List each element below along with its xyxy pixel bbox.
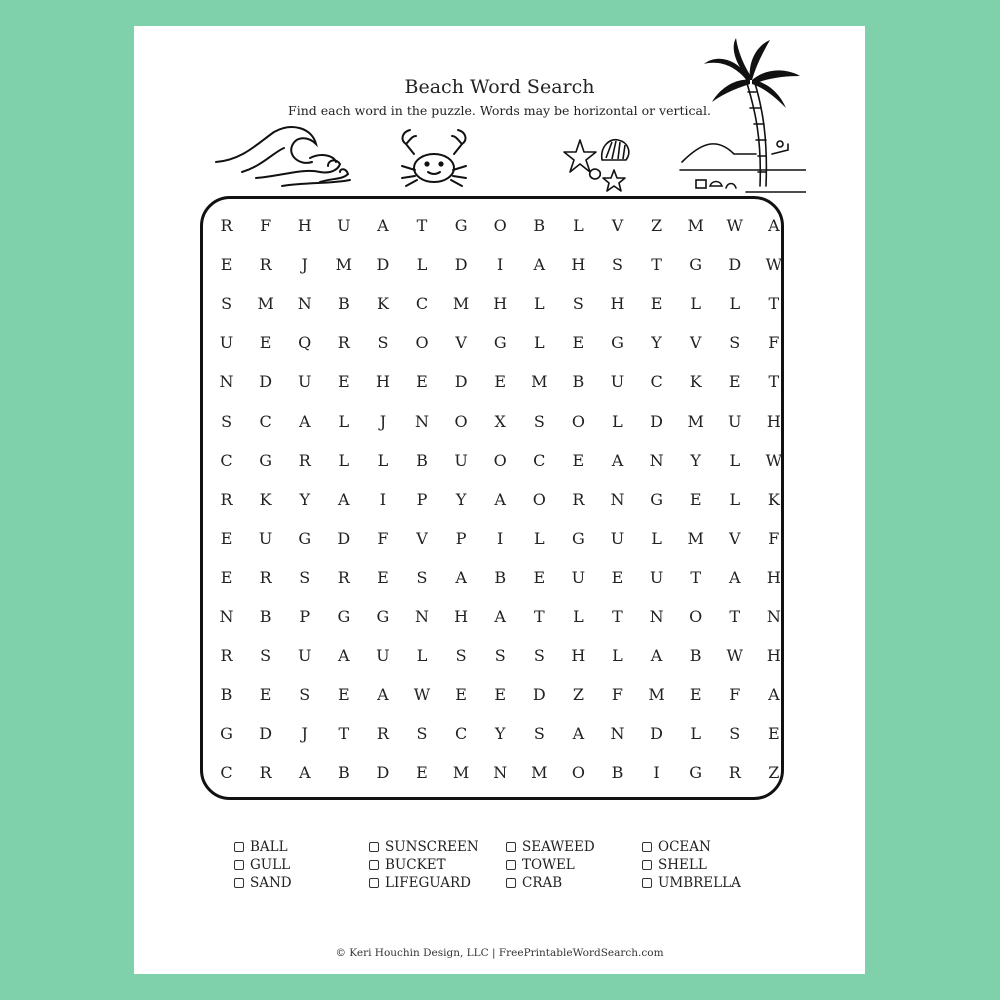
word-label: UMBRELLA: [658, 875, 741, 891]
grid-letter[interactable]: N: [649, 606, 664, 626]
grid-letter[interactable]: U: [610, 372, 625, 392]
grid-letter[interactable]: U: [571, 567, 586, 587]
grid-letter[interactable]: W: [765, 255, 783, 275]
grid-letter[interactable]: O: [454, 411, 468, 431]
grid-letter[interactable]: G: [376, 606, 390, 626]
grid-letter[interactable]: P: [416, 489, 428, 509]
grid-letter[interactable]: E: [572, 450, 585, 470]
grid-letter[interactable]: A: [533, 255, 546, 275]
grid-letter[interactable]: S: [533, 646, 545, 666]
grid-letter[interactable]: L: [690, 294, 701, 314]
grid-letter[interactable]: N: [649, 450, 664, 470]
word-item: [506, 874, 642, 892]
seashells-icon: [562, 136, 638, 192]
checkbox[interactable]: [234, 878, 244, 888]
grid-letter[interactable]: L: [612, 411, 623, 431]
grid-letter[interactable]: E: [337, 372, 350, 392]
grid-letter[interactable]: L: [573, 606, 584, 626]
grid-letter[interactable]: S: [377, 333, 389, 353]
grid-letter[interactable]: N: [610, 489, 625, 509]
grid-letter[interactable]: A: [494, 489, 506, 509]
grid-letter[interactable]: S: [260, 646, 272, 666]
checkbox[interactable]: [506, 842, 516, 852]
grid-letter[interactable]: N: [219, 606, 234, 626]
grid-letter[interactable]: N: [415, 606, 430, 626]
grid-letter[interactable]: U: [297, 372, 312, 392]
grid-letter[interactable]: H: [766, 567, 781, 587]
grid-letter[interactable]: A: [455, 567, 467, 587]
grid-letter[interactable]: D: [259, 724, 273, 744]
grid-letter[interactable]: G: [689, 763, 703, 783]
grid-letter[interactable]: L: [612, 646, 623, 666]
grid-letter[interactable]: O: [493, 216, 507, 236]
word-item: [234, 838, 369, 856]
grid-letter[interactable]: B: [494, 567, 507, 587]
grid-letter[interactable]: A: [338, 489, 350, 509]
grid-letter[interactable]: L: [338, 450, 350, 470]
grid-letter[interactable]: A: [338, 646, 350, 666]
grid-letter[interactable]: R: [376, 724, 389, 744]
grid-letter[interactable]: H: [766, 646, 781, 666]
grid-letter[interactable]: H: [493, 294, 508, 314]
grid-letter[interactable]: B: [337, 294, 350, 314]
grid-letter[interactable]: Z: [651, 216, 663, 236]
grid-letter[interactable]: E: [728, 372, 741, 392]
grid-letter[interactable]: D: [728, 255, 742, 275]
grid-letter[interactable]: W: [726, 646, 743, 666]
instructions: Find each word in the puzzle. Words may be horizontal or vertical.: [288, 103, 711, 118]
grid-letter[interactable]: N: [610, 724, 625, 744]
grid-letter[interactable]: D: [454, 255, 468, 275]
grid-letter[interactable]: T: [612, 606, 623, 626]
grid-letter[interactable]: C: [220, 763, 233, 783]
grid-letter[interactable]: W: [765, 450, 783, 470]
grid-letter[interactable]: A: [611, 450, 624, 470]
grid-letter[interactable]: A: [572, 724, 585, 744]
checkbox[interactable]: [369, 842, 379, 852]
grid-letter[interactable]: S: [416, 724, 428, 744]
grid-letter[interactable]: U: [454, 450, 468, 470]
grid-letter[interactable]: T: [729, 606, 741, 626]
grid-letter[interactable]: S: [416, 567, 428, 587]
grid-letter[interactable]: M: [257, 294, 274, 314]
grid-letter[interactable]: E: [220, 255, 233, 275]
grid-letter[interactable]: G: [572, 528, 585, 548]
grid-letter[interactable]: L: [533, 333, 545, 353]
grid-letter[interactable]: G: [689, 255, 703, 275]
grid-letter[interactable]: U: [297, 646, 312, 666]
grid-letter[interactable]: X: [494, 411, 506, 431]
grid-letter[interactable]: S: [494, 646, 506, 666]
checkbox[interactable]: [642, 878, 652, 888]
grid-letter[interactable]: N: [766, 606, 781, 626]
grid-letter[interactable]: E: [689, 489, 702, 509]
grid-letter[interactable]: T: [768, 294, 780, 314]
grid-letter[interactable]: B: [416, 450, 428, 470]
word-label: CRAB: [522, 875, 563, 891]
grid-letter[interactable]: F: [729, 685, 741, 705]
grid-letter[interactable]: V: [689, 333, 702, 353]
grid-letter[interactable]: H: [610, 294, 625, 314]
grid-letter[interactable]: M: [687, 411, 704, 431]
grid-letter[interactable]: A: [494, 606, 506, 626]
grid-letter[interactable]: V: [611, 216, 624, 236]
palm-tree-beach-icon: [676, 36, 806, 196]
grid-letter[interactable]: S: [533, 411, 545, 431]
grid-letter[interactable]: E: [220, 567, 233, 587]
grid-letter[interactable]: F: [768, 528, 780, 548]
word-list: [234, 838, 792, 892]
grid-letter[interactable]: H: [571, 646, 586, 666]
grid-letter[interactable]: R: [337, 567, 350, 587]
grid-letter[interactable]: R: [259, 763, 272, 783]
grid-letter[interactable]: J: [379, 411, 387, 431]
grid-letter[interactable]: F: [611, 685, 624, 705]
grid-letter[interactable]: D: [376, 763, 390, 783]
grid-letter[interactable]: V: [455, 333, 467, 353]
grid-letter[interactable]: S: [729, 724, 741, 744]
grid-letter[interactable]: B: [220, 685, 233, 705]
grid-letter[interactable]: L: [573, 216, 584, 236]
checkbox[interactable]: [506, 878, 516, 888]
grid-letter[interactable]: E: [533, 567, 546, 587]
grid-letter[interactable]: S: [299, 685, 311, 705]
grid-letter[interactable]: S: [221, 411, 233, 431]
grid-letter[interactable]: T: [651, 255, 662, 275]
grid-letter[interactable]: M: [335, 255, 353, 275]
word-label: SUNSCREEN: [385, 839, 479, 855]
grid-letter[interactable]: K: [376, 294, 389, 314]
word-item: [642, 874, 792, 892]
checkbox[interactable]: [369, 878, 379, 888]
grid-letter[interactable]: T: [768, 372, 780, 392]
grid-letter[interactable]: C: [220, 450, 233, 470]
grid-letter[interactable]: N: [415, 411, 430, 431]
grid-letter[interactable]: J: [301, 724, 308, 744]
word-item: [369, 874, 506, 892]
grid-letter[interactable]: H: [297, 216, 312, 236]
grid-letter[interactable]: D: [337, 528, 351, 548]
word-label: BALL: [250, 839, 288, 855]
word-label: LIFEGUARD: [385, 875, 472, 891]
letter-grid: [207, 206, 793, 792]
grid-letter[interactable]: K: [689, 372, 702, 392]
grid-letter[interactable]: G: [337, 606, 351, 626]
grid-letter[interactable]: O: [415, 333, 429, 353]
grid-letter[interactable]: E: [494, 372, 507, 392]
grid-letter[interactable]: R: [259, 567, 272, 587]
grid-letter[interactable]: R: [298, 450, 311, 470]
crab-icon: [394, 126, 474, 188]
grid-letter[interactable]: A: [377, 685, 389, 705]
grid-letter[interactable]: E: [689, 685, 702, 705]
grid-letter[interactable]: L: [377, 450, 389, 470]
grid-letter[interactable]: C: [454, 724, 468, 744]
grid-letter[interactable]: N: [219, 372, 234, 392]
grid-letter[interactable]: R: [572, 489, 585, 509]
grid-letter[interactable]: H: [766, 411, 781, 431]
grid-letter[interactable]: M: [531, 372, 548, 392]
grid-letter[interactable]: O: [571, 411, 585, 431]
word-label: OCEAN: [658, 839, 711, 855]
grid-letter[interactable]: A: [650, 646, 663, 666]
grid-letter[interactable]: I: [497, 528, 504, 548]
grid-letter[interactable]: A: [298, 411, 311, 431]
grid-letter[interactable]: P: [455, 528, 467, 548]
grid-letter[interactable]: O: [689, 606, 703, 626]
grid-letter[interactable]: P: [299, 606, 311, 626]
grid-letter[interactable]: L: [729, 450, 741, 470]
grid-letter[interactable]: F: [768, 333, 780, 353]
grid-letter[interactable]: S: [221, 294, 233, 314]
grid-letter[interactable]: E: [377, 567, 389, 587]
checkbox[interactable]: [234, 842, 244, 852]
grid-letter[interactable]: A: [728, 567, 741, 587]
grid-letter[interactable]: C: [650, 372, 663, 392]
copyright-footer: © Keri Houchin Design, LLC | FreePrintableWordSearch.com: [335, 947, 664, 959]
word-item: [234, 874, 369, 892]
grid-letter[interactable]: B: [572, 372, 585, 392]
grid-letter[interactable]: C: [259, 411, 272, 431]
grid-letter[interactable]: U: [258, 528, 273, 548]
grid-letter[interactable]: U: [649, 567, 664, 587]
grid-letter[interactable]: L: [729, 294, 741, 314]
grid-letter[interactable]: C: [533, 450, 546, 470]
grid-letter[interactable]: B: [259, 606, 272, 626]
grid-letter[interactable]: E: [650, 294, 663, 314]
checkbox[interactable]: [642, 860, 652, 870]
grid-letter[interactable]: L: [651, 528, 662, 548]
grid-letter[interactable]: E: [337, 685, 350, 705]
word-label: SEAWEED: [522, 839, 595, 855]
word-item: [369, 838, 506, 856]
page-title: Beach Word Search: [404, 76, 595, 98]
grid-letter[interactable]: Y: [651, 333, 662, 353]
grid-letter[interactable]: V: [416, 528, 428, 548]
grid-letter[interactable]: I: [379, 489, 387, 509]
grid-letter[interactable]: B: [689, 646, 702, 666]
word-item: [642, 838, 792, 856]
grid-letter[interactable]: R: [259, 255, 272, 275]
grid-letter[interactable]: G: [493, 333, 507, 353]
grid-letter[interactable]: G: [220, 724, 233, 744]
word-label: SAND: [250, 875, 292, 891]
grid-letter[interactable]: U: [610, 528, 625, 548]
grid-letter[interactable]: L: [533, 294, 545, 314]
grid-letter[interactable]: M: [452, 763, 470, 783]
grid-letter[interactable]: D: [650, 724, 663, 744]
grid-letter[interactable]: H: [375, 372, 390, 392]
grid-letter[interactable]: A: [768, 685, 780, 705]
grid-letter[interactable]: E: [611, 567, 624, 587]
grid-letter[interactable]: E: [259, 685, 272, 705]
grid-letter[interactable]: A: [768, 216, 780, 236]
grid-letter[interactable]: I: [653, 763, 660, 783]
grid-letter[interactable]: I: [497, 255, 504, 275]
grid-letter[interactable]: S: [729, 333, 741, 353]
grid-letter[interactable]: L: [690, 724, 701, 744]
word-item: [506, 838, 642, 856]
word-label: TOWEL: [522, 857, 575, 873]
grid-letter[interactable]: E: [416, 763, 428, 783]
grid-letter[interactable]: W: [413, 685, 431, 705]
grid-letter[interactable]: S: [533, 724, 545, 744]
grid-letter[interactable]: C: [415, 294, 429, 314]
word-label: BUCKET: [385, 857, 446, 873]
grid-letter[interactable]: S: [455, 646, 467, 666]
grid-letter[interactable]: G: [611, 333, 624, 353]
grid-letter[interactable]: T: [416, 216, 428, 236]
grid-letter[interactable]: S: [299, 567, 311, 587]
grid-letter[interactable]: F: [260, 216, 272, 236]
grid-letter[interactable]: Y: [690, 450, 701, 470]
grid-letter[interactable]: M: [648, 685, 665, 705]
grid-letter[interactable]: D: [376, 255, 390, 275]
grid-letter[interactable]: L: [416, 255, 428, 275]
grid-letter[interactable]: E: [259, 333, 272, 353]
checkbox[interactable]: [369, 860, 379, 870]
grid-letter[interactable]: E: [572, 333, 585, 353]
grid-letter[interactable]: E: [494, 685, 507, 705]
grid-letter[interactable]: Z: [768, 763, 780, 783]
grid-letter[interactable]: U: [337, 216, 351, 236]
grid-letter[interactable]: B: [337, 763, 350, 783]
grid-letter[interactable]: H: [571, 255, 586, 275]
wave-icon: [212, 122, 354, 188]
grid-letter[interactable]: O: [571, 763, 585, 783]
grid-letter[interactable]: U: [728, 411, 742, 431]
grid-letter[interactable]: F: [377, 528, 389, 548]
grid-letter[interactable]: A: [377, 216, 389, 236]
grid-letter[interactable]: O: [493, 450, 507, 470]
word-label: SHELL: [658, 857, 707, 873]
worksheet: [134, 26, 865, 974]
grid-letter[interactable]: R: [728, 763, 741, 783]
grid-letter[interactable]: K: [259, 489, 272, 509]
word-label: GULL: [250, 857, 291, 873]
grid-letter[interactable]: D: [532, 685, 546, 705]
grid-letter[interactable]: D: [454, 372, 468, 392]
grid-letter[interactable]: Y: [494, 724, 506, 744]
grid-letter[interactable]: A: [298, 763, 311, 783]
grid-letter[interactable]: E: [416, 372, 428, 392]
grid-letter[interactable]: E: [220, 528, 233, 548]
grid-letter[interactable]: E: [768, 724, 780, 744]
grid-letter[interactable]: U: [376, 646, 390, 666]
grid-letter[interactable]: L: [416, 646, 428, 666]
word-item: [642, 856, 792, 874]
grid-letter[interactable]: V: [728, 528, 741, 548]
grid-letter[interactable]: O: [532, 489, 546, 509]
grid-letter[interactable]: M: [531, 763, 548, 783]
grid-letter[interactable]: R: [337, 333, 350, 353]
grid-letter[interactable]: D: [259, 372, 273, 392]
grid-letter[interactable]: L: [533, 528, 545, 548]
grid-letter[interactable]: T: [338, 724, 350, 744]
grid-letter[interactable]: Z: [572, 685, 584, 705]
grid-letter[interactable]: L: [729, 489, 741, 509]
grid-letter[interactable]: E: [455, 685, 467, 705]
grid-letter[interactable]: S: [612, 255, 623, 275]
grid-letter[interactable]: N: [297, 294, 312, 314]
grid-letter[interactable]: S: [572, 294, 584, 314]
word-item: [369, 856, 506, 874]
grid-letter[interactable]: L: [338, 411, 350, 431]
grid-letter[interactable]: M: [452, 294, 470, 314]
grid-letter[interactable]: B: [611, 763, 624, 783]
grid-letter[interactable]: D: [650, 411, 663, 431]
grid-letter[interactable]: W: [726, 216, 743, 236]
grid-letter[interactable]: T: [533, 606, 545, 626]
grid-letter[interactable]: R: [220, 646, 233, 666]
word-item: [506, 856, 642, 874]
word-item: [234, 856, 369, 874]
grid-letter[interactable]: G: [259, 450, 273, 470]
grid-letter[interactable]: N: [493, 763, 508, 783]
grid-letter[interactable]: G: [454, 216, 468, 236]
grid-letter[interactable]: T: [690, 567, 701, 587]
checkbox[interactable]: [506, 860, 516, 870]
grid-letter[interactable]: R: [220, 489, 233, 509]
grid-letter[interactable]: Y: [455, 489, 467, 509]
checkbox[interactable]: [642, 842, 652, 852]
grid-letter[interactable]: H: [454, 606, 469, 626]
grid-letter[interactable]: B: [533, 216, 546, 236]
grid-letter[interactable]: Y: [299, 489, 311, 509]
grid-letter[interactable]: M: [687, 528, 704, 548]
grid-letter[interactable]: U: [219, 333, 234, 353]
grid-letter[interactable]: Q: [298, 333, 312, 353]
grid-letter[interactable]: G: [298, 528, 312, 548]
checkbox[interactable]: [234, 860, 244, 870]
grid-letter[interactable]: R: [220, 216, 233, 236]
grid-letter[interactable]: G: [650, 489, 663, 509]
grid-letter[interactable]: M: [687, 216, 704, 236]
grid-letter[interactable]: K: [767, 489, 780, 509]
grid-letter[interactable]: J: [301, 255, 308, 275]
